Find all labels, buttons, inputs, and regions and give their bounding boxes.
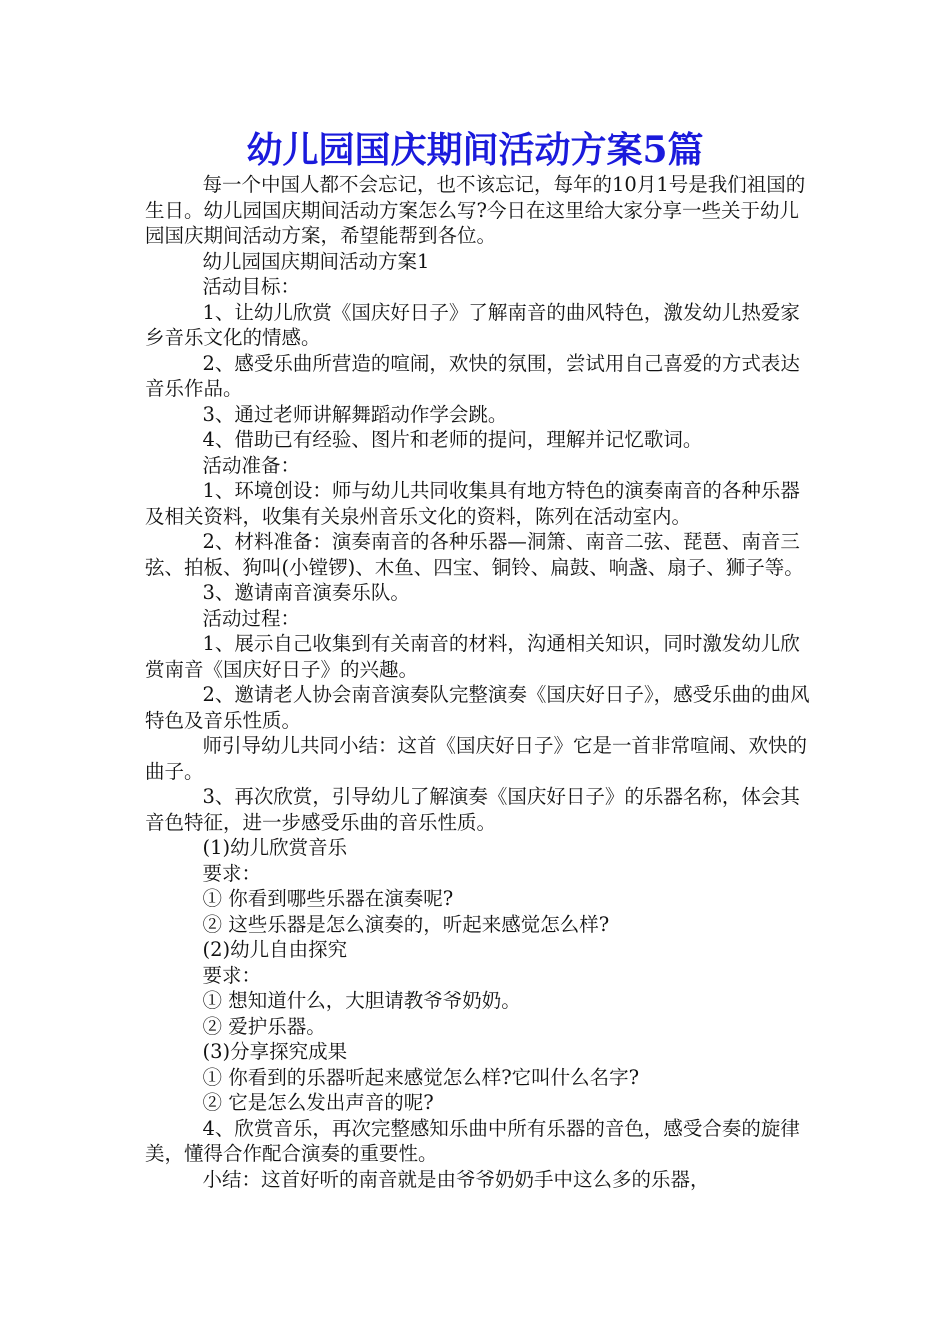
paragraph: 4、欣赏音乐，再次完整感知乐曲中所有乐器的音色，感受合奏的旋律美，懂得合作配合演奏的重要性。 bbox=[145, 1116, 800, 1165]
paragraph: 2、材料准备：演奏南音的各种乐器—洞箫、南音二弦、琵琶、南音三弦、拍板、狗叫(小镗锣)、木鱼、四宝、铜铃、扁鼓、响盏、扇子、狮子等。 bbox=[145, 530, 804, 579]
paragraph: 4、借助已有经验、图片和老师的提问，理解并记忆歌词。 bbox=[202, 428, 703, 451]
paragraph: 小结：这首好听的南音就是由爷爷奶奶手中这么多的乐器， bbox=[202, 1167, 710, 1191]
paragraph: 1、让幼儿欣赏《国庆好日子》了解南音的曲风特色，激发幼儿热爱家乡音乐文化的情感。 bbox=[145, 300, 800, 349]
list-item: ① 你看到哪些乐器在演奏呢? bbox=[202, 887, 454, 910]
paragraph: 师引导幼儿共同小结：这首《国庆好日子》它是一首非常喧闹、欢快的曲子。 bbox=[145, 734, 808, 783]
paragraph: (3)分享探究成果 bbox=[202, 1040, 348, 1063]
list-item: ① 想知道什么，大胆请教爷爷奶奶。 bbox=[202, 989, 521, 1012]
paragraph: (2)幼儿自由探究 bbox=[202, 938, 348, 961]
list-item: ① 你看到的乐器听起来感觉怎么样?它叫什么名字? bbox=[202, 1065, 640, 1089]
paragraph: 2、感受乐曲所营造的喧闹，欢快的氛围，尝试用自己喜爱的方式表达音乐作品。 bbox=[145, 351, 800, 400]
paragraph: (1)幼儿欣赏音乐 bbox=[202, 836, 348, 859]
list-item: ② 它是怎么发出声音的呢? bbox=[202, 1091, 434, 1114]
paragraph: 3、邀请南音演奏乐队。 bbox=[202, 581, 410, 604]
paragraph: 3、再次欣赏，引导幼儿了解演奏《国庆好日子》的乐器名称，体会其音色特征，进一步感受乐曲的音乐性质。 bbox=[145, 785, 800, 834]
paragraph: 2、邀请老人协会南音演奏队完整演奏《国庆好日子》，感受乐曲的曲风特色及音乐性质。 bbox=[145, 683, 810, 732]
subheading: 活动准备： bbox=[202, 453, 301, 477]
paragraph: 1、展示自己收集到有关南音的材料，沟通相关知识，同时激发幼儿欣赏南音《国庆好日子》的兴趣。 bbox=[145, 632, 800, 681]
list-item: ② 这些乐器是怎么演奏的，听起来感觉怎么样? bbox=[202, 912, 610, 936]
subheading: 活动过程： bbox=[202, 606, 301, 630]
paragraph: 每一个中国人都不会忘记，也不该忘记，每年的10月1号是我们祖国的生日。幼儿园国庆期间活动方案怎么写?今日在这里给大家分享一些关于幼儿园国庆期间活动方案，希望能帮到各位。 bbox=[145, 173, 806, 247]
subheading: 活动目标： bbox=[202, 275, 301, 298]
paragraph: 1、环境创设：师与幼儿共同收集具有地方特色的演奏南音的各种乐器及相关资料，收集有关泉州音乐文化的资料，陈列在活动室内。 bbox=[145, 479, 800, 528]
document-title: 幼儿园国庆期间活动方案5篇 bbox=[246, 129, 704, 171]
document-body bbox=[145, 172, 810, 1192]
list-item: ② 爱护乐器。 bbox=[202, 1014, 326, 1038]
paragraph: 要求： bbox=[202, 861, 262, 885]
paragraph: 3、通过老师讲解舞蹈动作学会跳。 bbox=[202, 402, 508, 426]
paragraph: 要求： bbox=[202, 963, 262, 987]
section-heading: 幼儿园国庆期间活动方案1 bbox=[202, 249, 430, 273]
